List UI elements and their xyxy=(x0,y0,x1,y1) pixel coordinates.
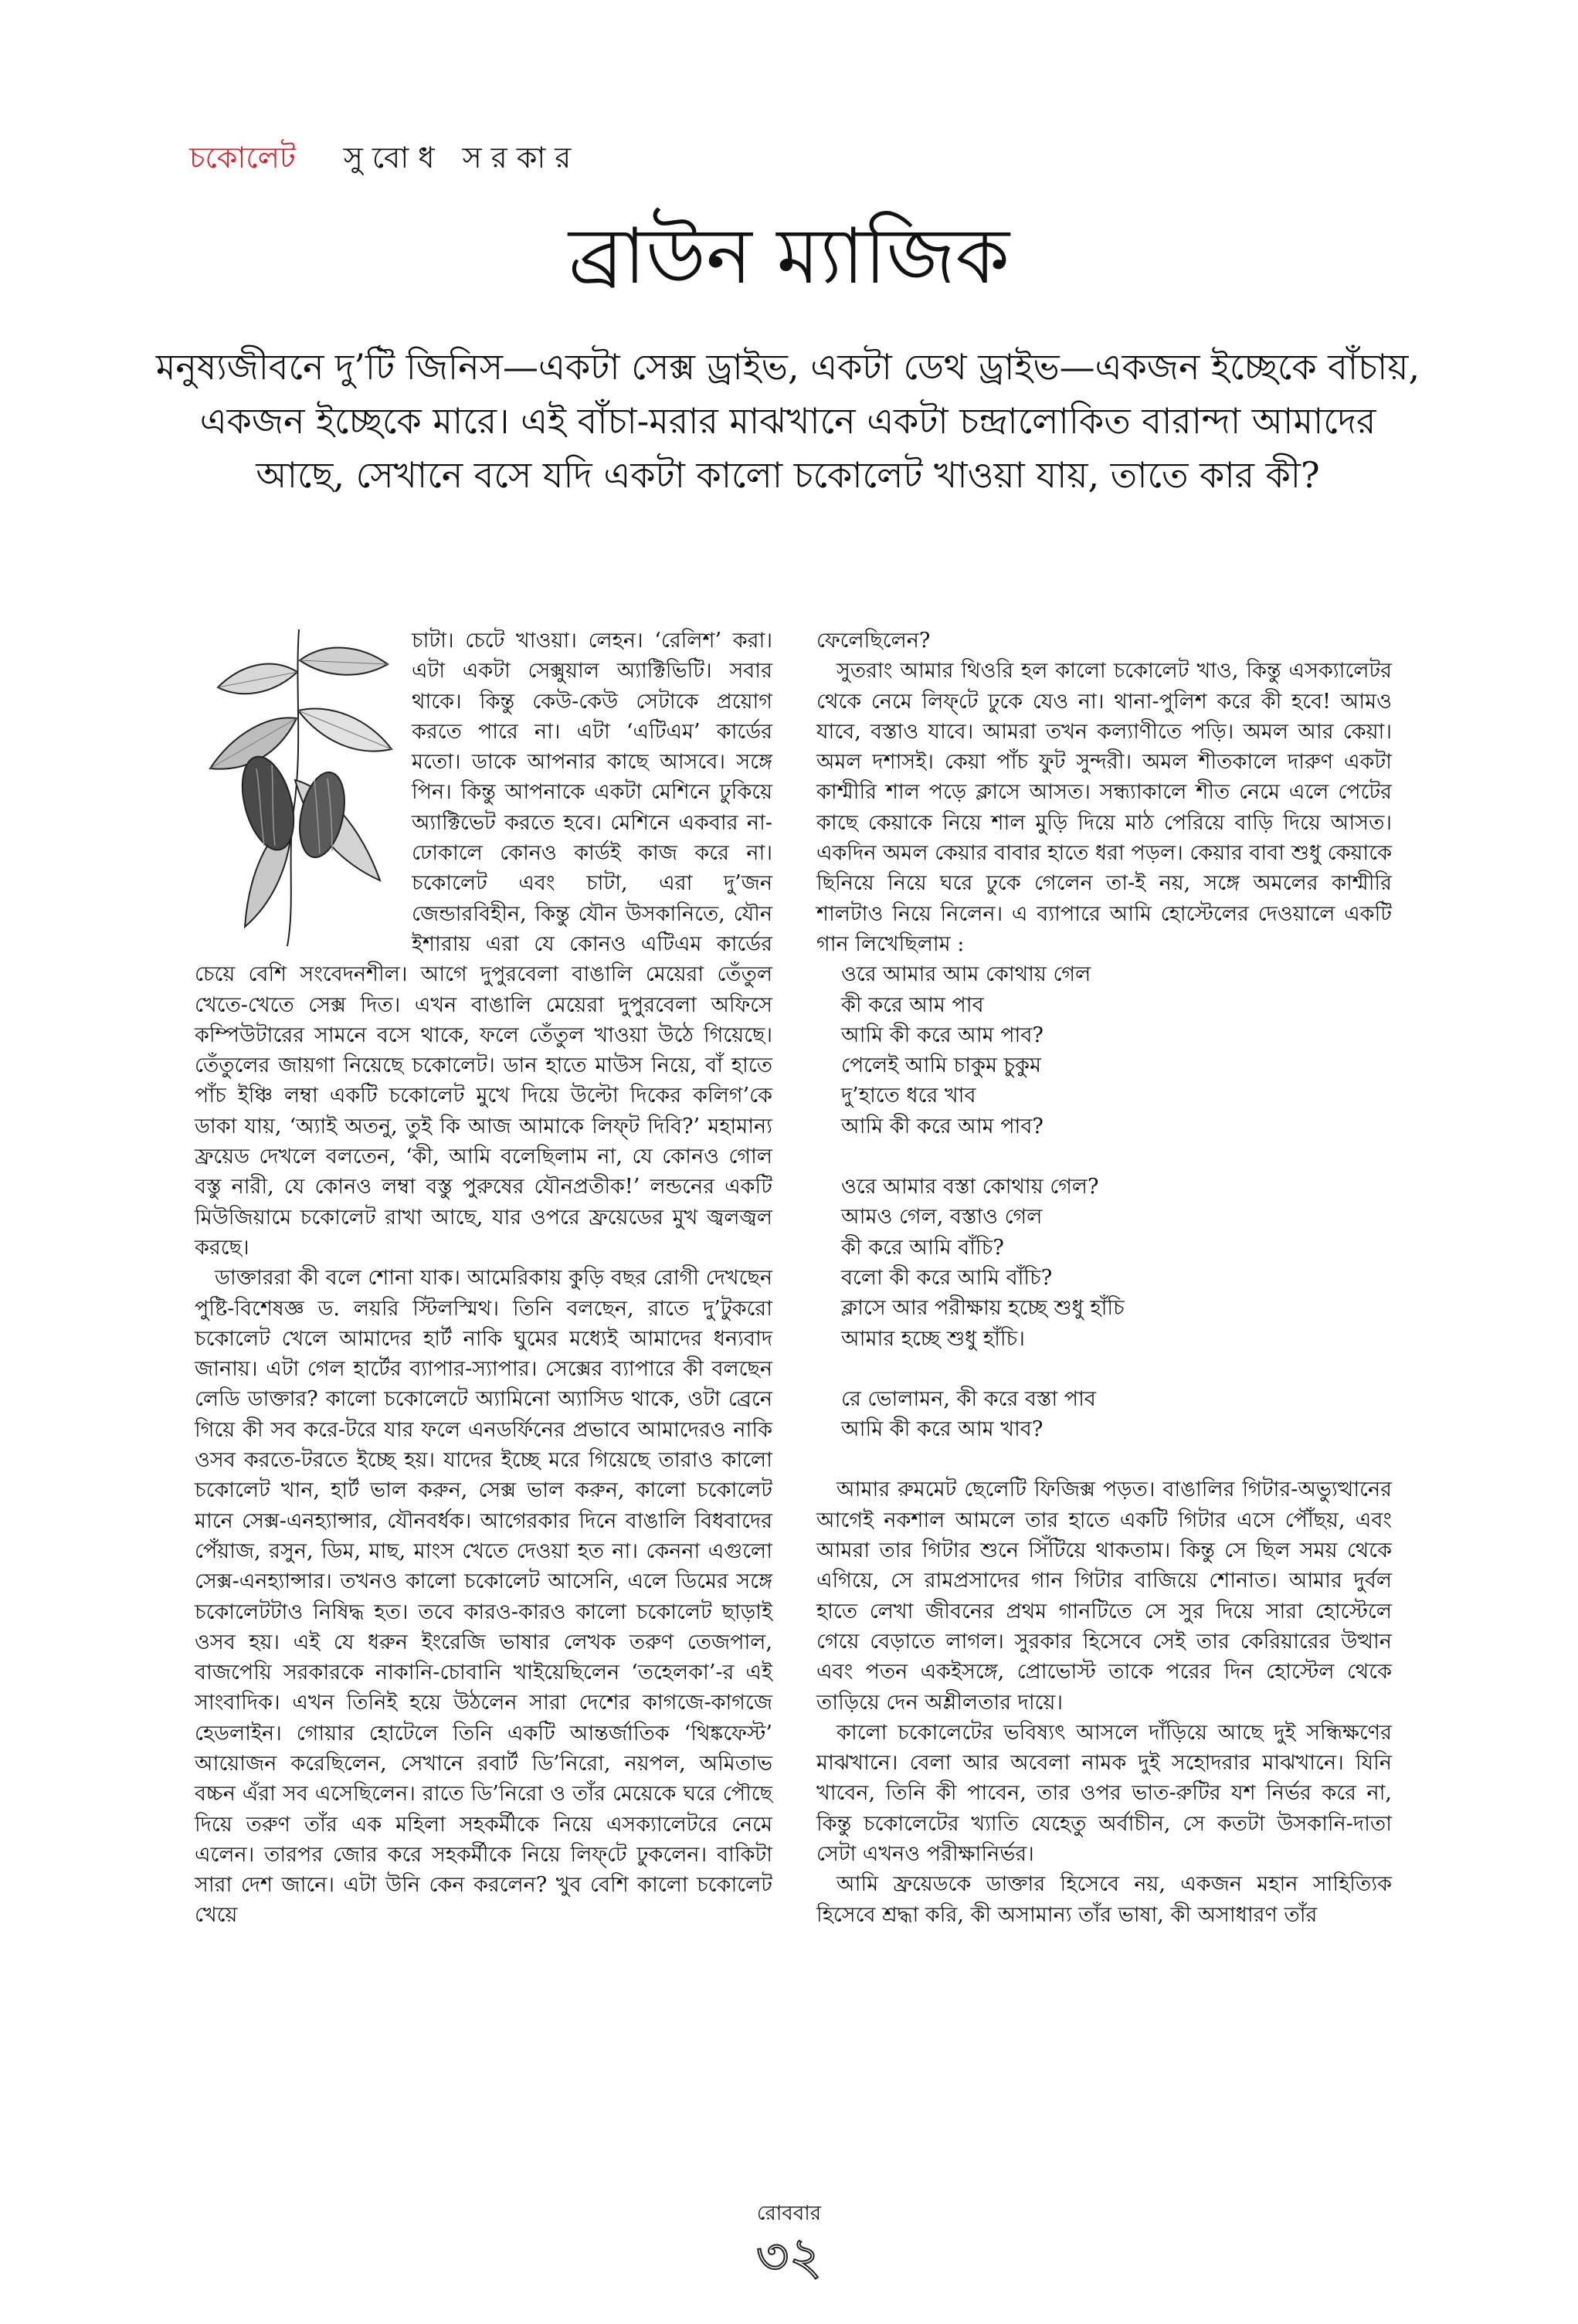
article-header xyxy=(189,135,580,185)
verse-line: কী করে আমি বাঁচি? xyxy=(841,1235,1004,1260)
verse-line: আমও গেল, বস্তাও গেল xyxy=(841,1205,1043,1230)
standfirst: মনুষ্যজীবনে দু’টি জিনিস—একটা সেক্স ড্রাইভ, একটা ডেথ ড্রাইভ—একজন ইচ্ছেকে বাঁচায়, একজন ইচ্ছেকে মারে। এই বাঁচা-মরার মাঝখানে একটা চন্দ্রালোকিত বারান্দা আমাদের আছে, সেখানে বসে যদি একটা কালো চকোলেট খাওয়া যায়, তাতে কার কী? xyxy=(155,346,1420,496)
verse-line: আমি কী করে আম পাব? xyxy=(841,1114,1044,1138)
verse-line: ওরে আমার বস্তা কোথায় গেল? xyxy=(841,1175,1099,1199)
paragraph: ডাক্তাররা কী বলে শোনা যাক। আমেরিকায় কুড়ি বছর রোগী দেখছেন পুষ্টি-বিশেষজ্ঞ ড. লয়রি স্টিলস্মিথ। তিনি বলছেন, রাতে দু’টুকরো চকোলেট খেলে আমাদের হার্ট নাকি ঘুমের মধ্যেই আমাদের ধন্যবাদ জানায়। এটা গেল হার্টের ব্যাপার-স্যাপার। সেক্সের ব্যাপারে কী বলছেন লেডি ডাক্তার? কালো চকোলেটে অ্যামিনো অ্যাসিড থাকে, ওটা ব্রেনে গিয়ে কী সব করে-টরে যার ফলে এনডর্ফিনের প্রভাবে আমাদেরও নাকি ওসব করতে-টরতে ইচ্ছে হয়। যাদের ইচ্ছে মরে গিয়েছে তারাও কালো চকোলেট খান, হার্ট ভাল করুন, সেক্স ভাল করুন, কালো চকোলেট মানে সেক্স-এনহ্যান্সার, যৌনবর্ধক। আগেরকার দিনে বাঙালি বিধবাদের পেঁয়াজ, রসুন, ডিম, মাছ, মাংস খেতে দেওয়া হত না। কেননা এগুলো সেক্স-এনহ্যান্সার। তখনও কালো চকোলেট আসেনি, এলে ডিমের সঙ্গে চকোলেটটাও নিষিদ্ধ হত। তবে কারও-কারও কালো চকোলেট ছাড়াই ওসব হয়। এই যে ধরুন ইংরেজি ভাষার লেখক তরুণ তেজপাল, বাজপেয়ি সরকারকে নাকানি-চোবানি খাইয়েছিলেন ‘তহেলকা’-র এই সাংবাদিক। এখন তিনিই হয়ে উঠলেন সারা দেশের কাগজে-কাগজে হেডলাইন। গোয়ার হোটেলে তিনি একটি আন্তর্জাতিক ‘থিঙ্কফেস্ট’ আয়োজন করেছিলেন, সেখানে রবার্ট ডি’নিরো, নয়পল, অমিতাভ বচ্চন এঁরা সব এসেছিলেন। রাতে ডি’নিরো ও তাঁর মেয়েকে ঘরে পৌছে দিয়ে তরুণ তাঁর এক মহিলা সহকর্মীকে নিয়ে এসক্যালেটরে নেমে এলেন। তারপর জোর করে সহকর্মীকে নিয়ে লিফ্‌টে ঢুকলেন। বাকিটা সারা দেশ জানে। এটা উনি কেন করলেন? খুব বেশি কালো চকোলেট খেয়ে xyxy=(195,1266,772,1928)
paragraph: ফেলেছিলেন? xyxy=(816,629,931,653)
right-column xyxy=(816,626,1392,1930)
verse-line: দু’হাতে ধরে খাব xyxy=(841,1084,976,1108)
paragraph: সুতরাং আমার থিওরি হল কালো চকোলেট খাও, কিন্তু এসক্যালেটর থেকে নেমে লিফ্‌টে ঢুকে যেও না। থানা-পুলিশ করে কী হবে! আমও যাবে, বস্তাও যাবে। আমরা তখন কল্যাণীতে পড়ি। অমল আর কেয়া। অমল দশাসই। কেয়া পাঁচ ফুট সুন্দরী। অমল শীতকালে দারুণ একটা কাশ্মীরি শাল পড়ে ক্লাসে আসত। সন্ধ্যাকালে শীত নেমে এলে পেটের কাছে কেয়াকে নিয়ে শাল মুড়ি দিয়ে মাঠ পেরিয়ে বাড়ি দিয়ে আসত। একদিন অমল কেয়ার বাবার হাতে ধরা পড়ল। কেয়ার বাবা শুধু কেয়াকে ছিনিয়ে নিয়ে ঘরে ঢুকে গেলেন তা-ই নয়, সঙ্গে অমলের কাশ্মীরি শালটাও নিয়ে নিলেন। এ ব্যাপারে আমি হোস্টেলের দেওয়ালে একটি গান লিখেছিলাম : xyxy=(816,659,1392,956)
author-name: সুবোধ সরকার xyxy=(343,141,581,175)
verse-line: আমার হচ্ছে শুধু হাঁচি। xyxy=(841,1326,1025,1351)
page-number: ৩২ xyxy=(755,2227,823,2286)
magazine-name: রোববার xyxy=(756,2202,822,2225)
left-column xyxy=(195,626,772,1931)
verse-line: বলো কী করে আমি বাঁচি? xyxy=(841,1265,1053,1290)
verse-line: পেলেই আমি চাকুম চুকুম xyxy=(841,1053,1041,1078)
poem-stanza xyxy=(841,959,1392,1142)
page-footer xyxy=(0,2197,1578,2286)
paragraph: আমার রুমমেট ছেলেটি ফিজিক্স পড়ত। বাঙালির গিটার-অভ্যুত্থানের আগেই নকশাল আমলে তার হাতে একটি গিটার এসে পৌঁছয়, এবং আমরা তার গিটার শুনে সিঁটিয়ে থাকতাম। কিন্তু সে ছিল সময় থেকে এগিয়ে, সে রামপ্রসাদের গান গিটার বাজিয়ে শোনাত। আমার দুর্বল হাতে লেখা জীবনের প্রথম গানটিতে সে সুর দিয়ে সারা হোস্টেলে গেয়ে বেড়াতে লাগল। সুরকার হিসেবে সেই তার কেরিয়ারের উত্থান এবং পতন একইসঙ্গে, প্রোভোস্ট তাকে পরের দিন হোস্টেল থেকে তাড়িয়ে দেন অশ্লীলতার দায়ে। xyxy=(816,1478,1392,1715)
paragraph: চাটা। চেটে খাওয়া। লেহন। ‘রেলিশ’ করা। এটা একটা সেক্সুয়াল অ্যাক্টিভিটি। সবার থাকে। কিন্তু কেউ-কেউ সেটাকে প্রয়োগ করতে পারে না। এটা ‘এটিএম’ কার্ডের মতো। ডাকে আপনার কাছে আসবে। সঙ্গে পিন। কিন্তু আপনাকে একটা মেশিনে ঢুকিয়ে অ্যাক্টিভেট করতে হবে। মেশিনে একবার না-ঢোকালে কোনও কার্ডই কাজ করে না। চকোলেট এবং চাটা, এরা দু’জন জেন্ডারবিহীন, কিন্তু যৌন উসকানিতে, যৌন ইশারায় এরা যে কোনও এটিএম কার্ডের চেয়ে বেশি সংবেদনশীল। আগে দুপুরবেলা বাঙালি মেয়েরা তেঁতুল খেতে-খেতে সেক্স দিত। এখন বাঙালি মেয়েরা দুপুরবেলা অফিসে কম্পিউটারের সামনে বসে থাকে, ফলে তেঁতুল খাওয়া উঠে গিয়েছে। তেঁতুলের জায়গা নিয়েছে চকোলেট। ডান হাতে মাউস নিয়ে, বাঁ হাতে পাঁচ ইঞ্চি লম্বা একটি চকোলেট মুখে দিয়ে উল্টো দিকের কলিগ’কে ডাকা যায়, ‘অ্যাই অতনু, তুই কি আজ আমাকে লিফ্‌ট দিবি?’ মহামান্য ফ্রয়েড দেখলে বলতেন, ‘কী, আমি বলেছিলাম না, যে কোনও গোল বস্তু নারী, যে কোনও লম্বা বস্তু পুরুষের যৌনপ্রতীক!’ লন্ডনের একটি মিউজিয়ামে চকোলেট রাখা আছে, যার ওপরে ফ্রয়েডের মুখ জ্বলজ্বল করছে। xyxy=(195,629,772,1260)
verse-line: আমি কী করে আম পাব? xyxy=(841,1023,1044,1047)
verse-line: ক্লাসে আর পরীক্ষায় হচ্ছে শুধু হাঁচি xyxy=(841,1296,1125,1321)
paragraph: আমি ফ্রয়েডকে ডাক্তার হিসেবে নয়, একজন মহান সাহিত্যিক হিসেবে শ্রদ্ধা করি, কী অসামান্য তাঁর ভাষা, কী অসাধারণ তাঁর xyxy=(816,1872,1392,1927)
poem-stanza xyxy=(841,1172,1392,1354)
verse-line: রে ভোলামন, কী করে বস্তা পাব xyxy=(841,1386,1096,1411)
poem-stanza xyxy=(841,1384,1392,1445)
verse-line: আমি কী করে আম খাব? xyxy=(841,1417,1044,1442)
cocoa-plant-illustration xyxy=(195,626,399,948)
section-tag: চকোলেট xyxy=(189,141,296,175)
article-title: ব্রাউন ম্যাজিক xyxy=(568,211,1010,301)
verse-line: ওরে আমার আম কোথায় গেল xyxy=(841,962,1091,987)
verse-line: কী করে আম পাব xyxy=(841,992,984,1017)
paragraph: কালো চকোলেটের ভবিষ্যৎ আসলে দাঁড়িয়ে আছে দুই সন্ধিক্ষণের মাঝখানে। বেলা আর অবেলা নামক দুই সহোদরার মাঝখানে। যিনি খাবেন, তিনি কী পাবেন, তার ওপর ভাত-রুটির যশ নির্ভর করে না, কিন্তু চকোলেটের খ্যাতি যেহেতু অর্বাচীন, সে কতটা উসকানি-দাতা সেটা এখনও পরীক্ষানির্ভর। xyxy=(816,1720,1392,1866)
